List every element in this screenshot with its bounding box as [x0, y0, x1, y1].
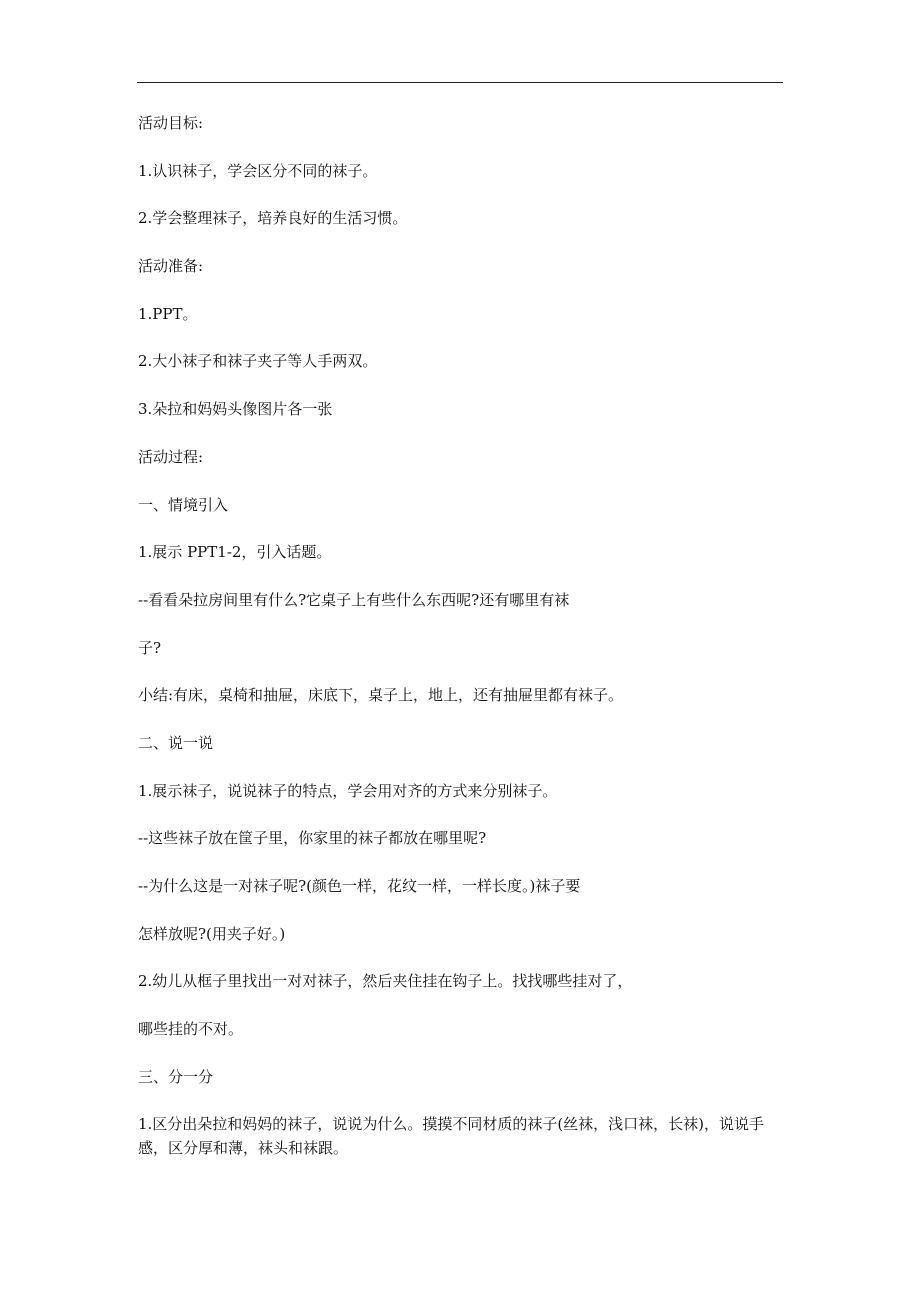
text-line: 子? [138, 638, 162, 657]
text-line: 3.朵拉和妈妈头像图片各一张 [138, 400, 333, 419]
text-line: 1.PPT。 [138, 304, 198, 323]
subsection-heading: 二、说一说 [138, 733, 214, 752]
text-line: 怎样放呢?(用夹子好。) [138, 924, 286, 943]
subsection-heading: 一、情境引入 [138, 495, 229, 514]
text-line: 1.认识袜子，学会区分不同的袜子。 [138, 161, 378, 180]
text-line: 1.展示袜子，说说袜子的特点，学会用对齐的方式来分别袜子。 [138, 781, 558, 800]
text-line: --看看朵拉房间里有什么?它桌子上有些什么东西呢?还有哪里有袜 [138, 590, 570, 609]
text-paragraph: 1.区分出朵拉和妈妈的袜子，说说为什么。摸摸不同材质的袜子(丝袜，浅口袜，长袜)，说说手感，区分厚和薄，袜头和袜跟。 [138, 1115, 765, 1158]
header-rule [137, 82, 783, 83]
text-line: 哪些挂的不对。 [138, 1020, 244, 1039]
text-line: 2.大小袜子和袜子夹子等人手两双。 [138, 352, 378, 371]
text-line: 2.幼儿从框子里找出一对对袜子，然后夹住挂在钩子上。找找哪些挂对了， [138, 972, 633, 991]
text-line: --这些袜子放在筐子里，你家里的袜子都放在哪里呢? [138, 829, 487, 848]
document-body [138, 111, 786, 1184]
subsection-heading: 三、分一分 [138, 1067, 214, 1086]
text-line: 小结:有床，桌椅和抽屉，床底下，桌子上，地上，还有抽屉里都有袜子。 [138, 686, 624, 705]
section-heading-preparation: 活动准备: [138, 257, 204, 276]
text-line: 2.学会整理袜子，培养良好的生活习惯。 [138, 209, 408, 228]
section-heading-process: 活动过程: [138, 447, 204, 466]
section-heading-goals: 活动目标: [138, 114, 204, 132]
text-line: 1.展示 PPT1-2，引入话题。 [138, 543, 332, 562]
text-line: --为什么这是一对袜子呢?(颜色一样，花纹一样，一样长度。)袜子要 [138, 877, 581, 895]
